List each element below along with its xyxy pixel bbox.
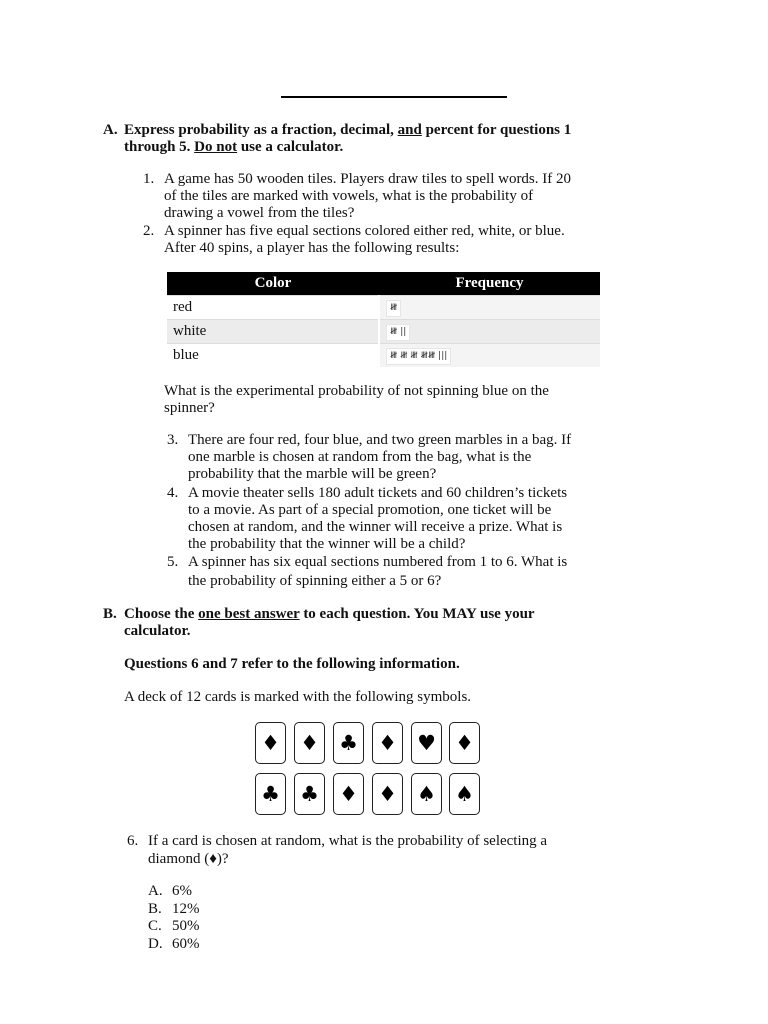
q2-line1: A spinner has five equal sections colored either red, white, or blue. [164,223,565,239]
cell-tally [379,320,600,344]
tally-marks: 𝍸 [386,300,401,317]
cell-tally [379,296,600,320]
card: ♠ [411,773,442,815]
text-segment: through 5. [124,139,195,155]
option-b-letter: B. [148,901,162,917]
cell-color: white [167,320,379,344]
option-d-text: 60% [172,936,200,952]
text-segment: to each question. You MAY use your [299,606,535,622]
option-a-letter: A. [148,883,163,899]
text-segment: percent for questions 1 [421,122,572,138]
text-segment: use a calculator. [237,139,344,155]
and-underlined: and [397,122,422,138]
table-row [167,320,600,344]
text-segment: Choose the [124,606,199,622]
q3-line1: There are four red, four blue, and two green marbles in a bag. If [188,432,572,448]
header-frequency: Frequency [379,272,600,296]
info-heading: Questions 6 and 7 refer to the following information. [124,656,460,672]
text-segment: Express probability as a fraction, decimal, [124,122,398,138]
q5-line1: A spinner has six equal sections numbered from 1 to 6. What is [188,554,568,570]
q6-line2: diamond (♦)? [148,851,229,867]
card: ♣ [255,773,286,815]
q3-line3: probability that the marble will be green? [188,466,437,482]
card: ♣ [333,722,364,764]
card: ♣ [294,773,325,815]
card: ♦ [372,722,403,764]
q1-line2: of the tiles are marked with vowels, what is the probability of [164,188,534,204]
q4-line3: chosen at random, and the winner will receive a prize. What is [188,519,563,535]
card: ♥ [411,722,442,764]
option-a-text: 6% [172,883,192,899]
q4-line4: the probability that the winner will be a child? [188,536,466,552]
name-blank-line [281,96,507,98]
tally-marks: 𝍸 || [386,324,410,341]
section-b-instructions-line2: calculator. [124,623,191,639]
cell-color: red [167,296,379,320]
q4-number: 4. [167,485,179,501]
q2-followup-line1: What is the experimental probability of not spinning blue on the [164,383,549,399]
q1-line1: A game has 50 wooden tiles. Players draw tiles to spell words. If 20 [164,171,572,187]
card: ♠ [449,773,480,815]
section-a-instructions-line2 [124,139,343,156]
cell-color: blue [167,344,379,368]
tally-marks: 𝍸 𝍸 𝍸 𝍸𝍸 ||| [386,348,451,365]
section-b-marker: B. [103,606,117,622]
option-c-letter: C. [148,918,162,934]
q1-number: 1. [143,171,155,187]
q3-number: 3. [167,432,179,448]
cell-tally [379,344,600,368]
option-b-text: 12% [172,901,200,917]
frequency-table [167,272,600,367]
q5-line2: the probability of spinning either a 5 or 6? [188,573,442,589]
table-row [167,344,600,368]
q6-line1: If a card is chosen at random, what is the probability of selecting a [148,833,548,849]
q4-line1: A movie theater sells 180 adult tickets and 60 children’s tickets [188,485,568,501]
deck-description: A deck of 12 cards is marked with the following symbols. [124,689,472,705]
q2-followup-line2: spinner? [164,400,215,416]
q2-line2: After 40 spins, a player has the following results: [164,240,460,256]
table-row [167,296,600,320]
q1-line3: drawing a vowel from the tiles? [164,205,355,221]
card: ♦ [255,722,286,764]
q6-number: 6. [127,833,139,849]
option-d-letter: D. [148,936,163,952]
card: ♦ [449,722,480,764]
card: ♦ [333,773,364,815]
card: ♦ [294,722,325,764]
q5-number: 5. [167,554,179,570]
q2-number: 2. [143,223,155,239]
section-b-instructions-line1 [124,606,535,623]
option-c-text: 50% [172,918,200,934]
card: ♦ [372,773,403,815]
section-a-instructions-line1 [124,122,571,139]
header-color: Color [167,272,379,296]
do-not-underlined: Do not [194,139,238,155]
q4-line2: to a movie. As part of a special promotion, one ticket will be [188,502,552,518]
section-a-marker: A. [103,122,118,138]
q3-line2: one marble is chosen at random from the bag, what is the [188,449,532,465]
one-best-answer-underlined: one best answer [198,606,300,622]
